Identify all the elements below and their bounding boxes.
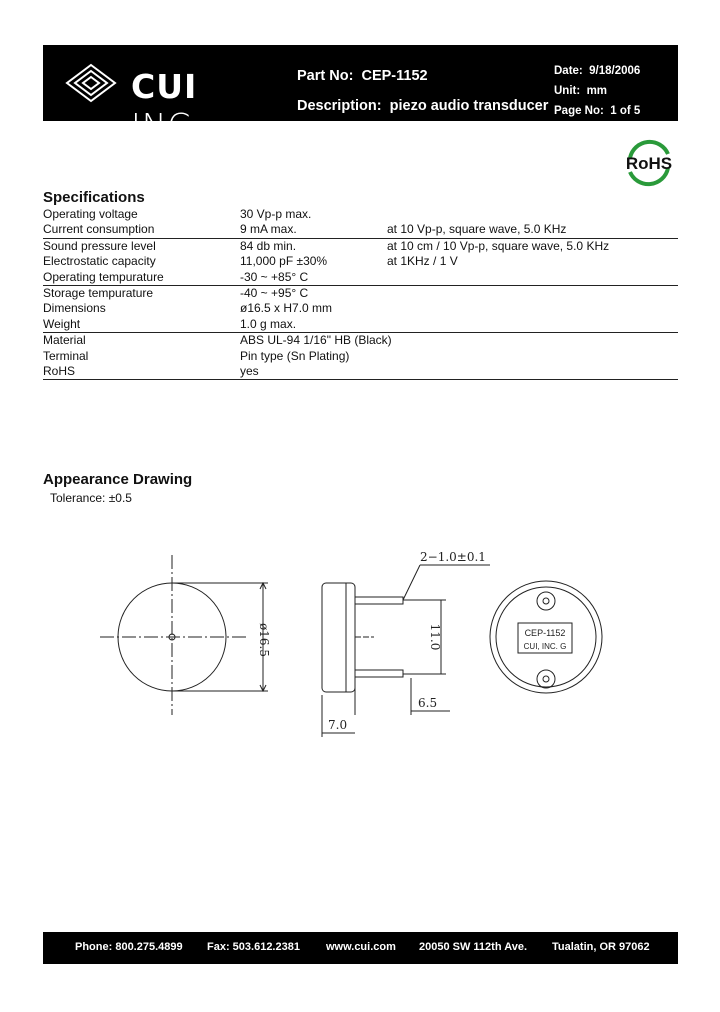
tolerance-note: Tolerance: ±0.5 xyxy=(50,491,132,505)
spec-name: Operating tempurature xyxy=(43,269,164,284)
dim-diameter: ø16.5 xyxy=(257,623,271,657)
spec-condition: at 1KHz / 1 V xyxy=(387,254,458,269)
page-number: 1 of 5 xyxy=(610,105,641,117)
footer-fax: Fax: 503.612.2381 xyxy=(207,941,300,953)
footer-web[interactable]: www.cui.com xyxy=(326,941,396,953)
rohs-badge xyxy=(622,138,676,188)
spec-name: Terminal xyxy=(43,348,89,363)
spec-value: ABS UL-94 1/16" HB (Black) xyxy=(240,333,392,348)
logo-inc-text: INC xyxy=(131,106,192,145)
appearance-drawing xyxy=(100,545,620,745)
rohs-badge-text: RoHS xyxy=(625,154,673,173)
specifications-title: Specifications xyxy=(43,189,145,206)
dim-height: 7.0 xyxy=(328,718,348,732)
part-no: CEP-1152 xyxy=(361,68,428,84)
document-header xyxy=(43,45,678,145)
spec-value: 1.0 g max. xyxy=(240,316,297,331)
footer-city: Tualatin, OR 97062 xyxy=(552,941,650,953)
spec-value: -40 ~ +95° C xyxy=(240,285,309,300)
cui-logo xyxy=(61,59,261,145)
spec-row xyxy=(43,254,678,269)
logo-cui-text: CUI xyxy=(131,67,198,106)
spec-row xyxy=(43,333,678,348)
spec-row xyxy=(43,207,678,222)
pin-lower xyxy=(355,670,403,677)
spec-row xyxy=(43,349,678,364)
spec-name: Weight xyxy=(43,316,81,331)
footer-phone: Phone: 800.275.4899 xyxy=(75,941,183,953)
logo-wordmark xyxy=(131,67,261,145)
spec-row xyxy=(43,317,678,333)
spec-row xyxy=(43,301,678,316)
spec-value: yes xyxy=(240,363,259,378)
date: 9/18/2006 xyxy=(589,65,641,77)
label-line1: CEP-1152 xyxy=(524,628,566,638)
unit-label: Unit: xyxy=(554,85,581,97)
spec-value: 84 db min. xyxy=(240,238,297,253)
page-label: Page No: xyxy=(554,105,604,117)
part-info xyxy=(297,61,548,121)
part-no-label: Part No: xyxy=(297,68,354,84)
document-footer xyxy=(43,932,678,964)
unit: mm xyxy=(586,85,608,97)
spec-name: Current consumption xyxy=(43,222,155,237)
spec-value: 30 Vp-p max. xyxy=(240,207,312,221)
pin-upper xyxy=(355,597,403,604)
spec-value: ø16.5 x H7.0 mm xyxy=(240,301,333,316)
dim-pin-spacing: 11.0 xyxy=(428,623,442,651)
spec-name: Storage tempurature xyxy=(43,285,154,300)
cui-logo-mark-icon xyxy=(61,59,121,107)
dim-pin-length: 6.5 xyxy=(418,696,438,710)
spec-row xyxy=(43,270,678,286)
spec-name: Operating voltage xyxy=(43,207,138,221)
spec-value: 11,000 pF ±30% xyxy=(240,254,328,269)
spec-value: Pin type (Sn Plating) xyxy=(240,348,350,363)
spec-name: Electrostatic capacity xyxy=(43,254,156,269)
spec-value: 9 mA max. xyxy=(240,222,297,237)
spec-name: Dimensions xyxy=(43,301,106,316)
spec-name: Sound pressure level xyxy=(43,238,156,253)
spec-value: -30 ~ +85° C xyxy=(240,269,309,284)
spec-name: RoHS xyxy=(43,363,76,378)
spec-row xyxy=(43,364,678,380)
appearance-title: Appearance Drawing xyxy=(43,471,193,488)
side-view-body xyxy=(322,583,355,692)
spec-row xyxy=(43,239,678,254)
spec-condition: at 10 Vp-p, square wave, 5.0 KHz xyxy=(387,222,567,237)
label-line2: CUI, INC. G xyxy=(523,642,567,651)
doc-meta xyxy=(554,61,640,121)
spec-row xyxy=(43,286,678,301)
spec-condition: at 10 cm / 10 Vp-p, square wave, 5.0 KHz xyxy=(387,238,610,253)
date-label: Date: xyxy=(554,65,583,77)
description-label: Description: xyxy=(297,98,382,114)
footer-address: 20050 SW 112th Ave. xyxy=(419,941,528,953)
spec-row xyxy=(43,222,678,238)
description: piezo audio transducer xyxy=(389,98,549,114)
spec-name: Material xyxy=(43,333,86,348)
dim-pins: 2−1.0±0.1 xyxy=(420,550,486,564)
specifications-table xyxy=(43,207,678,380)
